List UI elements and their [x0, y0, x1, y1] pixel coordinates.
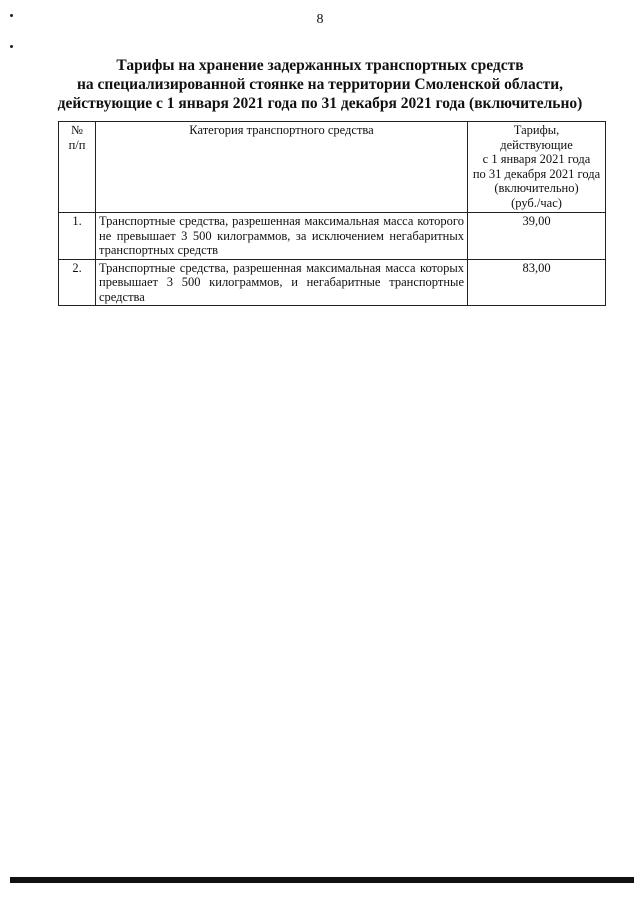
- scan-mark: [10, 45, 13, 48]
- row-category: Транспортные средства, разрешенная максимальная масса которых превышает 3 500 килограммов, и негабаритные транспортные средства: [96, 259, 468, 306]
- header-number: [59, 122, 96, 213]
- row-number: 2.: [59, 259, 96, 306]
- row-rate: 83,00: [468, 259, 606, 306]
- header-rate-line: (руб./час): [511, 195, 562, 210]
- header-rate-line: действующие: [500, 137, 573, 152]
- title-line: на специализированной стоянке на территории Смоленской области,: [76, 76, 564, 93]
- table-row: [59, 259, 606, 306]
- scan-edge-bar: [10, 877, 634, 883]
- row-number: 1.: [59, 213, 96, 260]
- header-number-line: №: [71, 123, 83, 137]
- table-header-row: [59, 122, 606, 213]
- header-rate-line: (включительно): [494, 181, 579, 195]
- row-rate: 39,00: [468, 213, 606, 260]
- header-rate: [468, 122, 606, 213]
- table-row: [59, 213, 606, 260]
- title-line: действующие с 1 января 2021 года по 31 декабря 2021 года (включительно): [57, 95, 583, 112]
- row-category: Транспортные средства, разрешенная максимальная масса которого не превышает 3 500 килограммов, за исключением негабаритных транспортных средств: [96, 213, 468, 260]
- header-rate-line: по 31 декабря 2021 года: [472, 166, 601, 181]
- page-number: 8: [316, 12, 324, 27]
- title-line: Тарифы на хранение задержанных транспортных средств: [116, 57, 524, 74]
- header-rate-line: Тарифы,: [513, 123, 560, 137]
- tariffs-table: [58, 121, 606, 306]
- document-title: [40, 56, 600, 113]
- header-rate-line: с 1 января 2021 года: [482, 152, 591, 166]
- header-category: Категория транспортного средства: [96, 122, 468, 213]
- header-number-line: п/п: [68, 137, 86, 152]
